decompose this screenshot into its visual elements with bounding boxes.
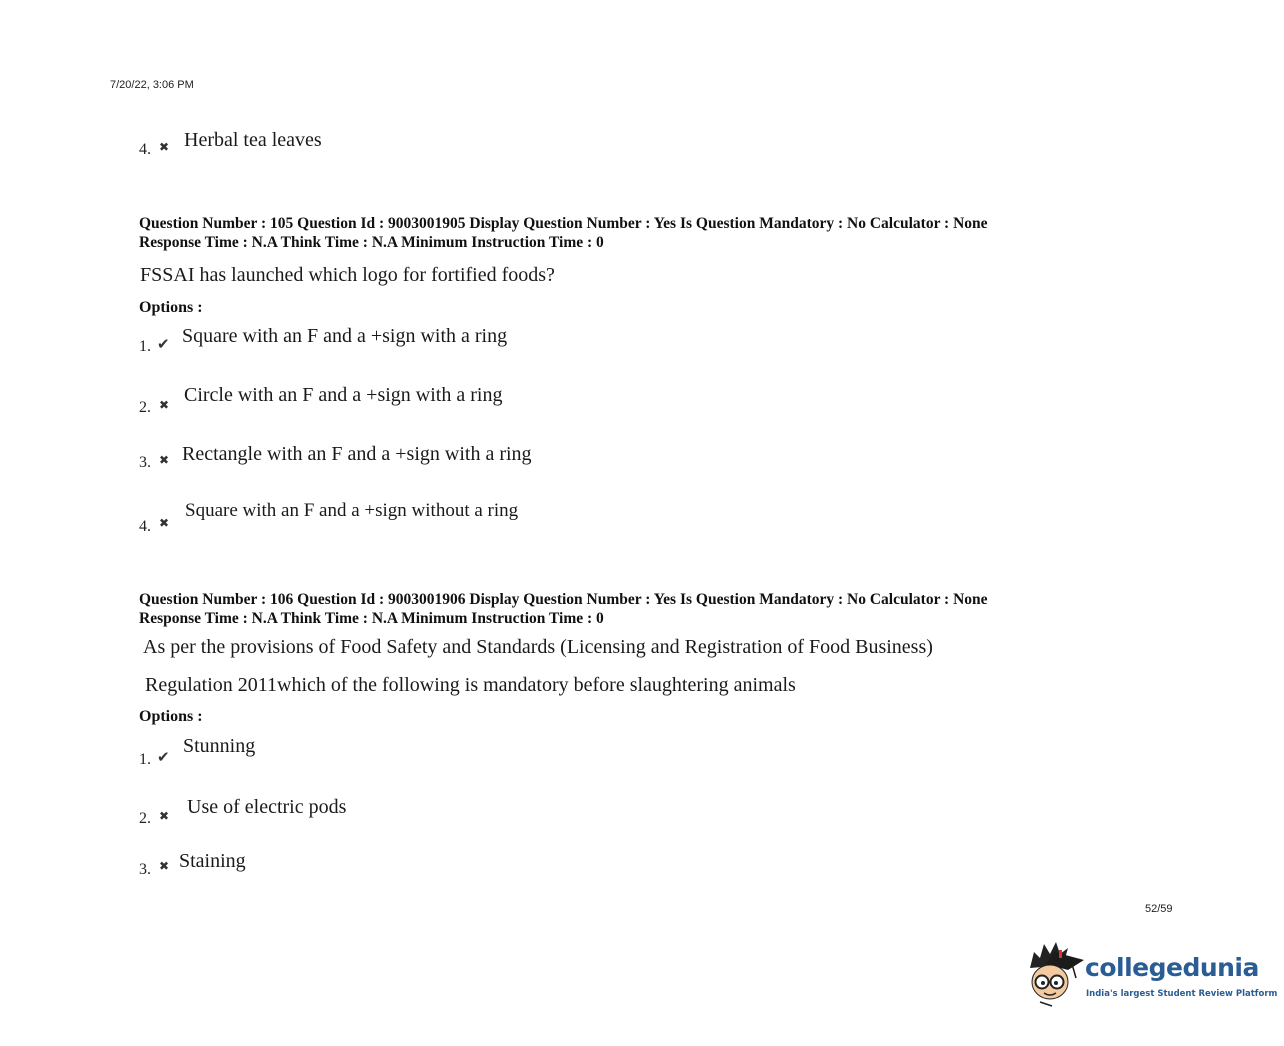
cross-icon: ✖	[159, 809, 170, 823]
print-timestamp: 7/20/22, 3:06 PM	[110, 79, 194, 91]
option-number: 4.	[139, 518, 151, 535]
page-number: 52/59	[1145, 903, 1173, 915]
question-meta-line2: Response Time : N.A Think Time : N.A Minimum Instruction Time : 0	[139, 610, 604, 627]
option-number: 2.	[139, 810, 151, 827]
option-text: Circle with an F and a +sign with a ring	[184, 384, 503, 406]
cross-icon: ✖	[159, 398, 170, 412]
option-text: Staining	[179, 850, 246, 872]
option-number: 1.	[139, 338, 151, 355]
brand-name: collegedunia	[1085, 953, 1259, 982]
option-text: Square with an F and a +sign with a ring	[182, 325, 508, 347]
option-number: 4.	[139, 141, 151, 158]
options-label: Options :	[139, 299, 203, 316]
cross-icon: ✖	[159, 140, 170, 154]
brand-tagline: India's largest Student Review Platform	[1086, 989, 1278, 999]
option-text: Rectangle with an F and a +sign with a ring	[182, 443, 532, 465]
cross-icon: ✖	[159, 453, 170, 467]
option-text: Square with an F and a +sign without a ring	[185, 500, 519, 521]
question-meta-line1: Question Number : 105 Question Id : 9003001905 Display Question Number : Yes Is Question Mandatory : No Calculator : None	[139, 215, 988, 232]
option-text: Stunning	[183, 735, 256, 757]
cross-icon: ✖	[159, 859, 170, 873]
option-text: Use of electric pods	[187, 796, 347, 818]
mascot-logo-icon	[1024, 938, 1086, 1008]
question-text: FSSAI has launched which logo for fortified foods?	[140, 264, 555, 286]
options-label: Options :	[139, 708, 203, 725]
cross-icon: ✖	[159, 516, 170, 530]
option-number: 3.	[139, 861, 151, 878]
option-number: 1.	[139, 751, 151, 768]
option-number: 2.	[139, 399, 151, 416]
question-text-line1: As per the provisions of Food Safety and Standards (Licensing and Registration of Food Business)	[143, 636, 933, 658]
question-meta-line1: Question Number : 106 Question Id : 9003001906 Display Question Number : Yes Is Question Mandatory : No Calculator : None	[139, 591, 988, 608]
option-number: 3.	[139, 454, 151, 471]
question-meta-line2: Response Time : N.A Think Time : N.A Minimum Instruction Time : 0	[139, 234, 604, 251]
option-text: Herbal tea leaves	[184, 129, 322, 151]
question-text-line2: Regulation 2011which of the following is mandatory before slaughtering animals	[145, 674, 796, 696]
check-icon: ✔	[157, 337, 170, 353]
check-icon: ✔	[157, 750, 170, 766]
